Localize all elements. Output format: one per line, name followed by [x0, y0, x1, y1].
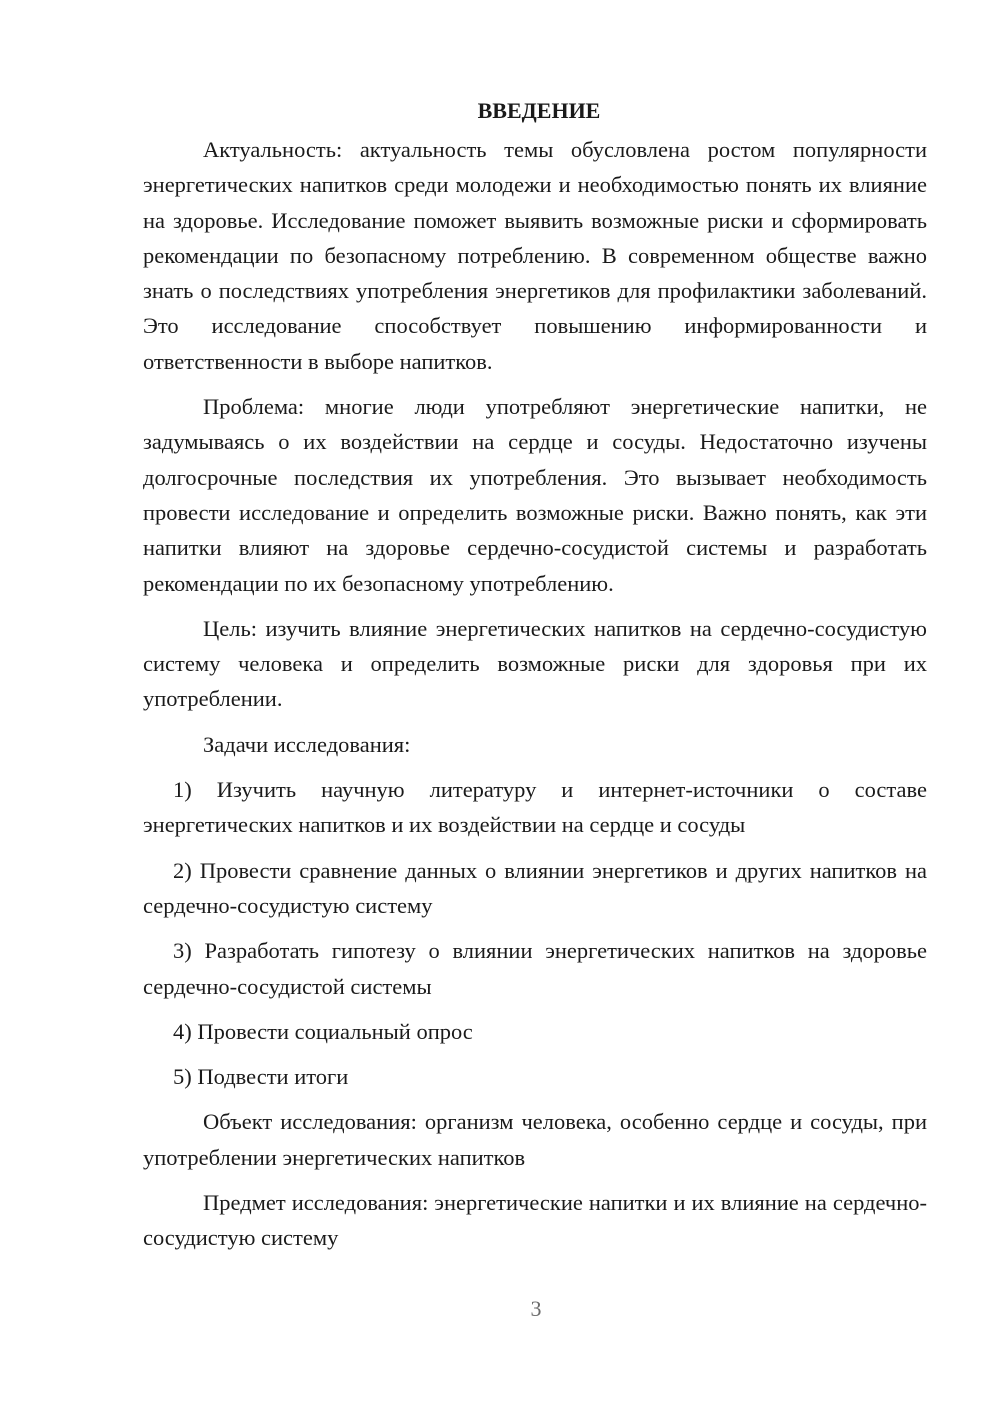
page-number: 3 — [530, 1296, 542, 1321]
relevance-paragraph: Актуальность: актуальность темы обусловлена ростом популярности энергетических напитков среди молодежи и необходимостью понять их влияние на здоровье. Исследование поможет выявить возможные риски и сформировать рекомендации по безопасному потреблению. В современном обществе важно знать о последствиях употребления энергетиков для профилактики заболеваний. Это исследование способствует повышению информированности и ответственности в выборе напитков. — [143, 137, 927, 374]
task-item-5: 5) Подвести итоги — [173, 1064, 349, 1090]
object-paragraph: Объект исследования: организм человека, особенно сердце и сосуды, при употреблении энергетических напитков — [143, 1109, 927, 1170]
task-item-4: 4) Провести социальный опрос — [173, 1018, 473, 1044]
task-item-2: 2) Провести сравнение данных о влиянии энергетиков и других напитков на сердечно-сосудистую систему — [143, 857, 927, 918]
tasks-heading: Задачи исследования: — [203, 731, 411, 757]
goal-paragraph: Цель: изучить влияние энергетических напитков на сердечно-сосудистую систему человека и определить возможные риски для здоровья при их употреблении. — [143, 615, 927, 712]
task-item-3: 3) Разработать гипотезу о влиянии энергетических напитков на здоровье сердечно-сосудистой системы — [143, 938, 927, 999]
section-title: ВВЕДЕНИЕ — [477, 98, 601, 123]
task-item-1: 1) Изучить научную литературу и интернет-источники о составе энергетических напитков и их воздействии на сердце и сосуды — [143, 777, 927, 838]
page-content — [143, 93, 927, 1266]
subject-paragraph: Предмет исследования: энергетические напитки и их влияние на сердечно-сосудистую систему — [143, 1190, 927, 1251]
problem-paragraph: Проблема: многие люди употребляют энергетические напитки, не задумываясь о их воздействии на сердце и сосуды. Недостаточно изучены долгосрочные последствия их употребления. Это вызывает необходимость провести исследование и определить возможные риски. Важно понять, как эти напитки влияют на здоровье сердечно-сосудистой системы и разработать рекомендации по их безопасному употреблению. — [143, 394, 927, 596]
